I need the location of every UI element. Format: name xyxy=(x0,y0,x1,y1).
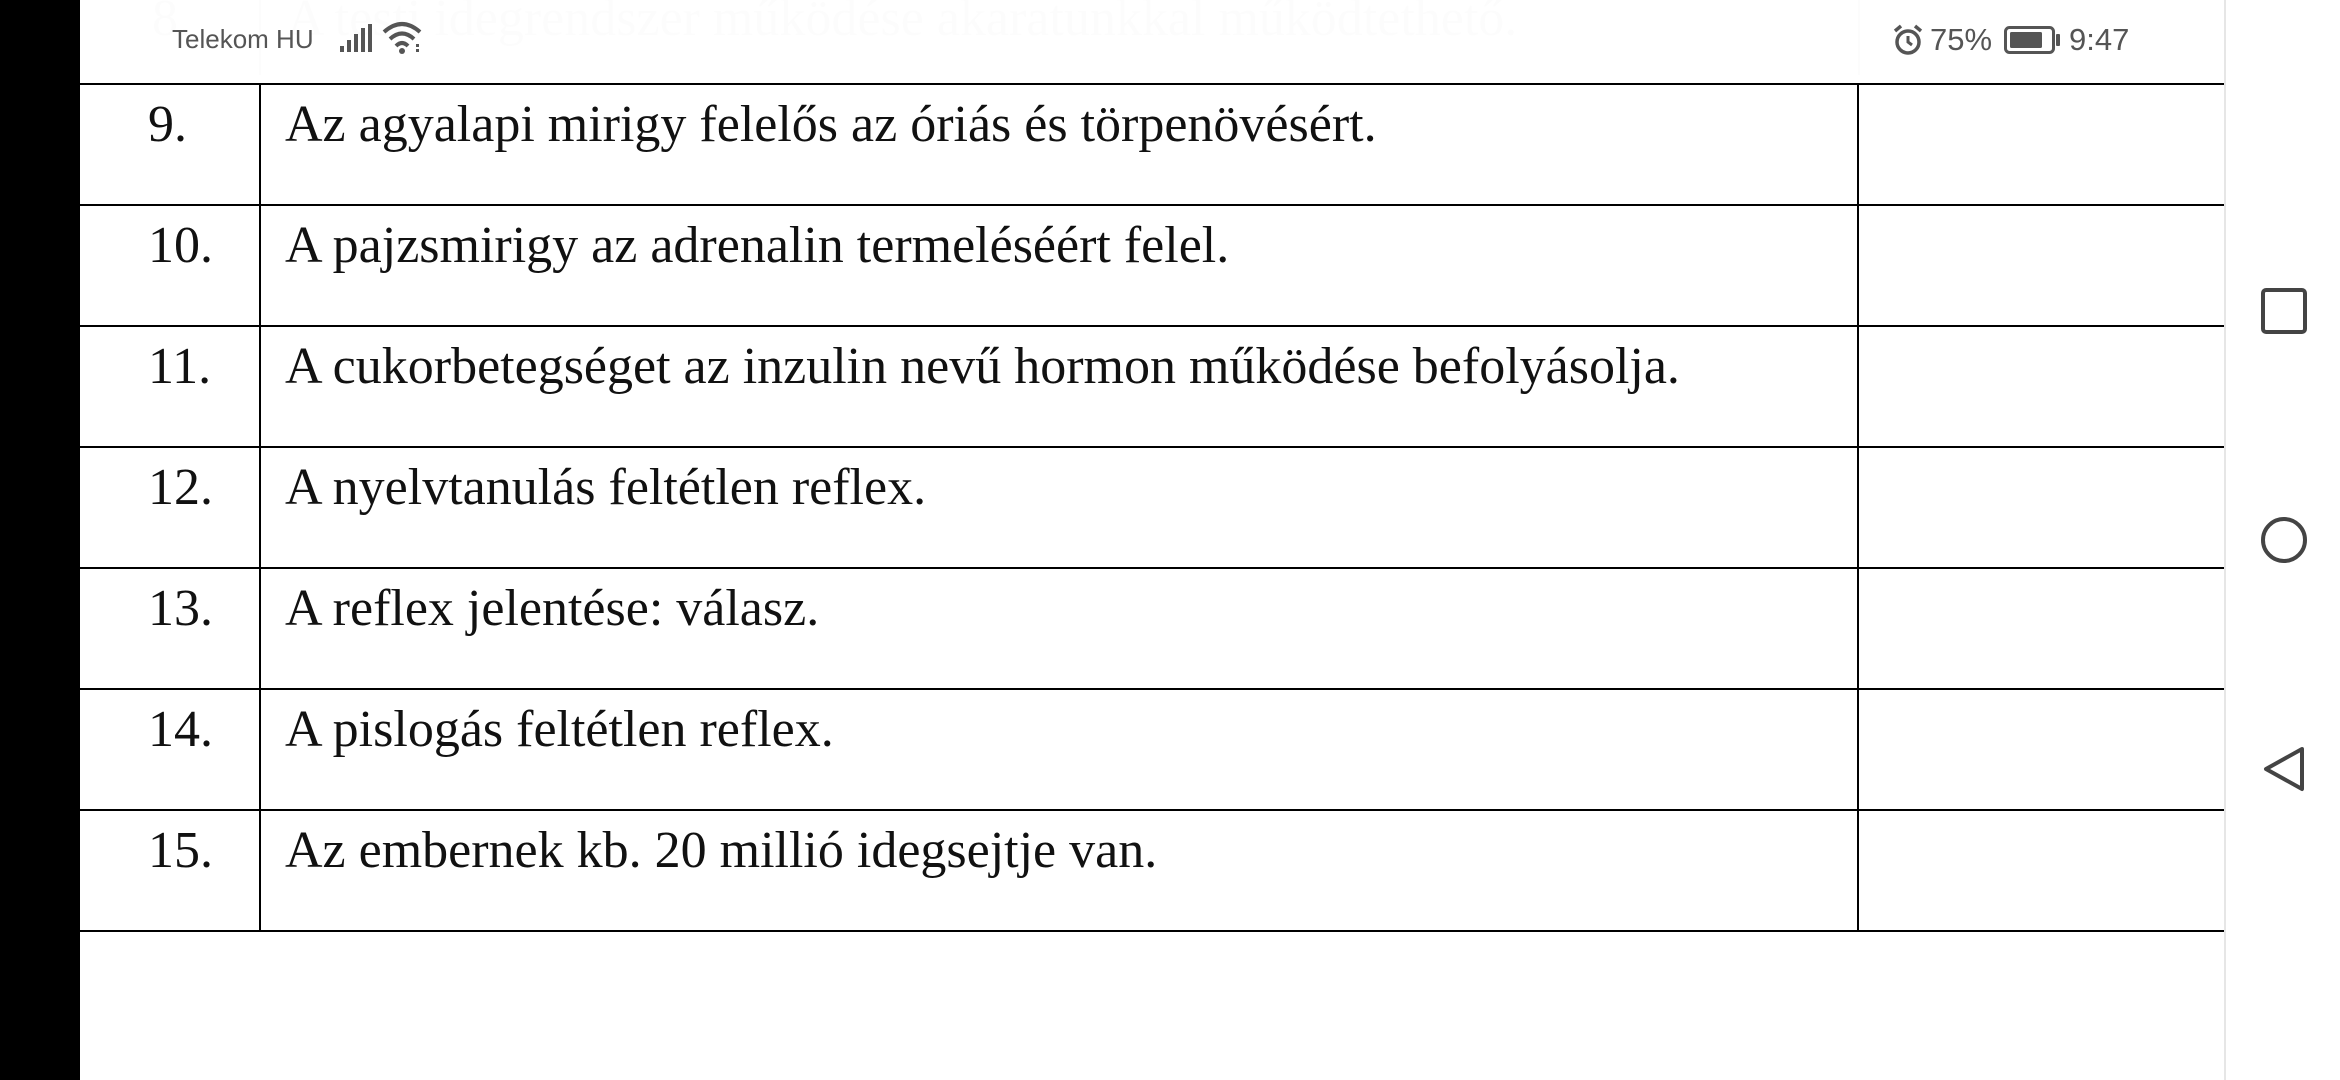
true-false-table xyxy=(80,83,2224,932)
table-row xyxy=(80,205,2224,326)
left-black-bar xyxy=(0,0,80,1080)
status-bar xyxy=(80,0,2224,83)
wifi-icon xyxy=(382,20,422,54)
row-number: 11. xyxy=(80,326,260,447)
row-statement: A pajzsmirigy az adrenalin termeléséért felel. xyxy=(260,205,1858,326)
home-circle-icon[interactable] xyxy=(2260,516,2308,564)
table-row xyxy=(80,810,2224,931)
row-number: 13. xyxy=(80,568,260,689)
clock: 9:47 xyxy=(2069,22,2130,57)
back-triangle-icon[interactable] xyxy=(2260,745,2308,793)
answer-cell[interactable] xyxy=(1858,84,2224,205)
recents-square-icon[interactable] xyxy=(2260,287,2308,335)
carrier-name: Telekom HU xyxy=(172,24,314,54)
answer-cell[interactable] xyxy=(1858,447,2224,568)
row-statement: Az embernek kb. 20 millió idegsejtje van. xyxy=(260,810,1858,931)
row-statement: A pislogás feltétlen reflex. xyxy=(260,689,1858,810)
row-statement: Az agyalapi mirigy felelős az óriás és törpenövésért. xyxy=(260,84,1858,205)
row-statement: A cukorbetegséget az inzulin nevű hormon működése befolyásolja. xyxy=(260,326,1858,447)
row-statement: A nyelvtanulás feltétlen reflex. xyxy=(260,447,1858,568)
row-statement: A reflex jelentése: válasz. xyxy=(260,568,1858,689)
battery-icon xyxy=(2004,26,2062,54)
row-number: 9. xyxy=(80,84,260,205)
table-row xyxy=(80,568,2224,689)
answer-cell[interactable] xyxy=(1858,689,2224,810)
table-row xyxy=(80,326,2224,447)
signal-strength-icon xyxy=(340,24,374,52)
table-row xyxy=(80,447,2224,568)
answer-cell[interactable] xyxy=(1858,568,2224,689)
row-number: 15. xyxy=(80,810,260,931)
answer-cell[interactable] xyxy=(1858,810,2224,931)
battery-percentage: 75% xyxy=(1930,22,1993,57)
document-viewer[interactable] xyxy=(80,0,2224,1080)
row-number: 14. xyxy=(80,689,260,810)
answer-cell[interactable] xyxy=(1858,326,2224,447)
answer-cell[interactable] xyxy=(1858,205,2224,326)
table-row xyxy=(80,84,2224,205)
row-number: 10. xyxy=(80,205,260,326)
row-number: 12. xyxy=(80,447,260,568)
alarm-icon xyxy=(1892,24,1924,56)
table-row xyxy=(80,689,2224,810)
